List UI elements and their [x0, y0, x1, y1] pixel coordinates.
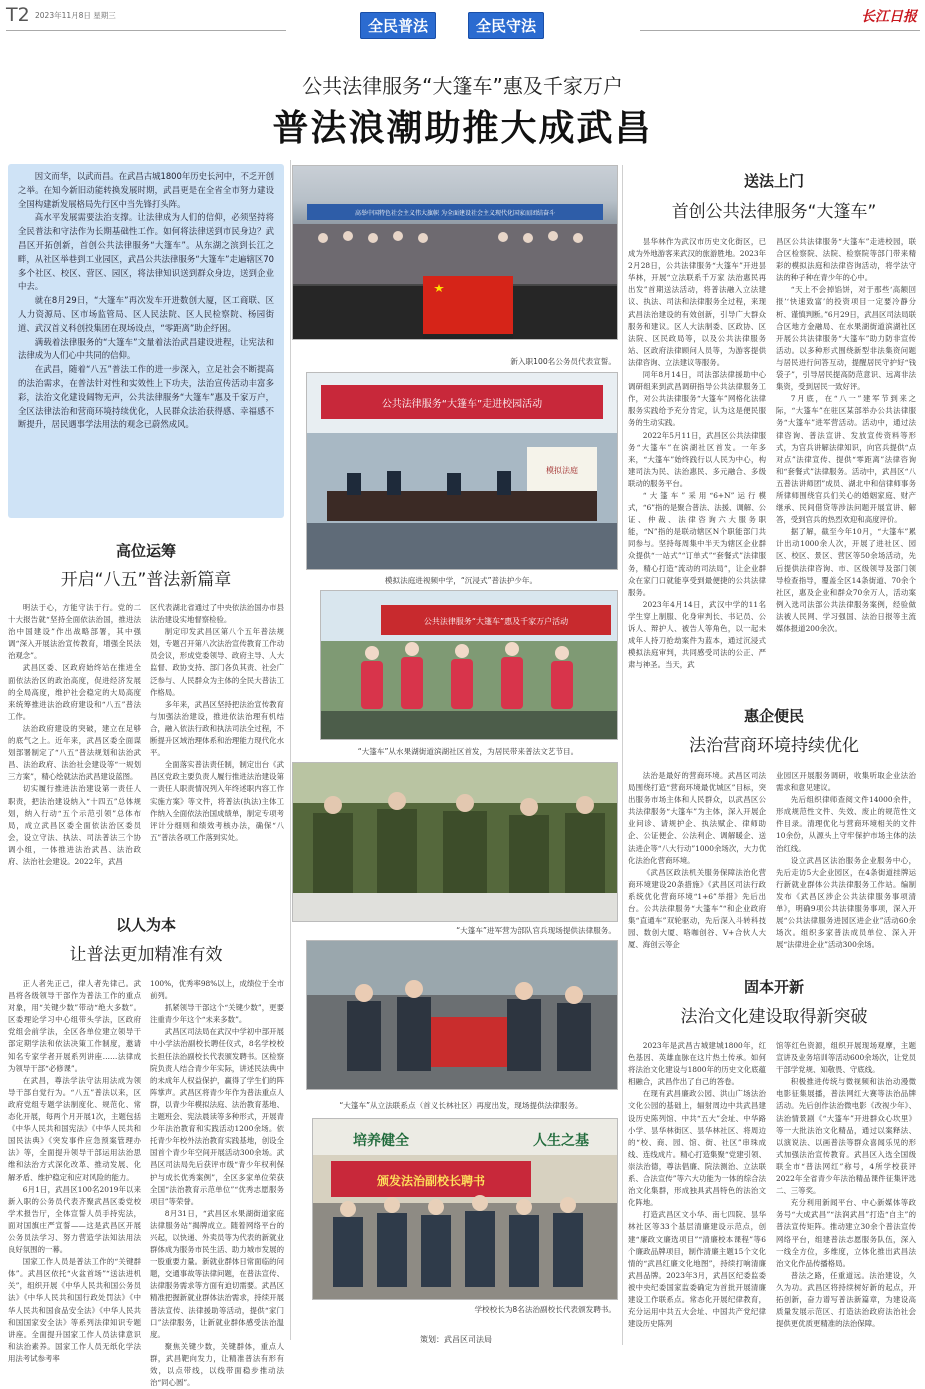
banner-chip-right: 全民守法 [468, 12, 544, 39]
paragraph: 打造武昌区文小华、南七四院、昙华林社区等33个基层清廉建设示范点，创建“廉政文廉选项目”“清廉校本课程”等6个廉政品牌项目，制作清廉主题15个文化情的“武昌红廉文化地图”，持续打响清廉武昌品牌。2023年3月，武昌区纪委监委被中央纪委国家监委确定为首批开展清廉建设工作联系点。常态化开展纪律教育，充分运用中共五大会址、中国共产党纪律建设历史陈列 [628, 1210, 766, 1329]
paragraph: 馆等红色资源，组织开展现场观摩，主题宣讲及业务培训等活动600余场次，让党员干部学党规、知敬畏、守底线。 [776, 1041, 916, 1075]
section4-kicker: 惠企便民 [743, 707, 804, 725]
footer-credit: 策划：武昌区司法局 [420, 1335, 492, 1344]
section3-col2 [776, 236, 916, 688]
photo6-caption: 学校校长为8名法治副校长代表颁发聘书。 [474, 1305, 616, 1314]
photo2-sign-text: 模拟法庭 [546, 466, 578, 475]
paragraph: 区代表湖北省通过了中央依法治国办市县法治建设实地督察检验。 [150, 603, 284, 625]
paragraph: 100%，优秀率98%以上，成绩位于全市前列。 [150, 979, 284, 1001]
page-number: T2 [6, 4, 30, 26]
issue-date: 2023年11月8日 星期三 [35, 11, 116, 20]
header-rule-left [6, 30, 286, 31]
photo-oath-ceremony [292, 165, 618, 340]
photo1-caption: 新入职100名公务员代表宣誓。 [510, 357, 616, 366]
section2-title: 让普法更加精准有效 [69, 945, 223, 965]
paragraph: 充分利用新闻平台、中心新媒体等政务号“大成武昌”“法润武昌”打造“自主”的普法宣传矩阵。推动建立30余个普法宣传网络平台，组建普法志愿服务队伍，深入一线全方位，多维度，立体化推出武昌法治文化作品传播格局。 [776, 1198, 916, 1268]
paragraph: 昌区公共法律服务“大篷车”走进校园，联合区检察院、法院、检察院等部门带来精彩的模拟法庭和法律咨询活动，将学法守法的种子种在青少年的心中。 [776, 237, 916, 283]
photo-oath-ceremony-graphic [293, 166, 617, 339]
headline-kicker: 公共法律服务“大篷车”惠及千家万户 [302, 74, 623, 98]
photo3-caption: “大篷车”从水果湖街道滨湖社区首发，为居民带来普法文艺节目。 [357, 747, 579, 756]
paragraph: 武昌区委、区政府始终站在推进全面依法治区的政治高度，促进经济发展的全局高度，维护社会稳定的大局高度来统筹推进法治政府建设和“八五”普法工作。 [8, 663, 141, 721]
intro-paragraph: 在武昌，随着“八五”普法工作的进一步深入，立足社会不断提高的法治需求，在普法针对性和实效性上下功夫，法治宣传活动丰富多彩，法治文化建设阔物无声，公共法律服务“大篷车”惠及千家万户，全区法律法治和营商环境持续优化，人民群众法治获得感、幸福感不断提升，居民遇事学法用法的观念已蔚然成风。 [18, 364, 274, 430]
photo2-banner-text: 公共法律服务“大篷车”走进校园活动 [381, 399, 543, 410]
section2-col2 [150, 978, 284, 1388]
paragraph: 切实履行推进法治建设第一责任人职责，把法治建设纳入“十四五”总体规划，纳入行动“五个示范引领”总体布局，成立武昌区委全面依法治区委员会，设立守法、执法、司法普法三个协调小组，一体推进法治武昌、法治政府、法治社会建设。2022年，武昌 [8, 784, 141, 866]
paragraph: 法治政府建设的突破，建立在足够的底气之上。近年来，武昌区委全面谋划部署制定了“八五”普法规划和法治武昌、法治政府、法治社会建设等“一规划三方案”，精心绘就法治武昌建设蓝图。 [8, 723, 141, 782]
column-divider [290, 160, 291, 1340]
paragraph: 2023年是武昌古城建城1800年，红色基因、英雄血脉在这片热土传承。如何将法治文化建设与1800年的历史文化底蕴相融合，武昌作出了自己的答卷。 [628, 1041, 766, 1087]
paragraph: 积极推进传统与微视频和法治动漫微电影征集展播，普法网红大赛等法治品牌活动。先后创作法治微电影《改视少年》、法治情景剧《“大篷车”开进群众心坎里》等一大批法治文化精品，通过以案释法、以演说法、以画普法等群众喜闻乐见的形式加强法治宣传教育。武昌区入选全国级联全市“普法网红”称号，4所学校获评2022年全省青少年法治精品课件征集评选二、三等奖。 [776, 1077, 916, 1196]
section3-title: 首创公共法律服务“大篷车” [671, 202, 877, 222]
section2-kicker: 以人为本 [115, 916, 176, 934]
photo-military-service-graphic [293, 763, 617, 921]
paragraph: 多年来，武昌区坚持把法治宣传教育与加强法治建设，推进依法治理有机结合，融入依法行政和执法司法全过程，不断提升区域治理体系和治理能力现代化水平。 [150, 699, 284, 758]
photo1-banner-text: 高举中国特色社会主义伟大旗帜 为全面建设社会主义现代化国家而团结奋斗 [355, 210, 555, 217]
masthead-logo: 长江日报 [861, 9, 917, 25]
section1-col1 [8, 602, 141, 910]
paragraph: 武昌区司法局在武汉中学初中部开展中小学法治副校长聘任仪式，8名学校校长担任法治副校长代表颁发聘书。区检察院负责人结合青少年实际，讲述民法典中的未成年人权益保护，赢得了学生们的阵阵掌声。武昌区将青少年作为普法重点人群，以青少年模拟法庭、法治教育基地、主题班会、宪法晨读等多种形式，开展青少年法治教育和实践活动1200余场。依托青少年校外法治教育实践基地，创设全国首个青少年空间开展活动300余场。武昌区司法局先后获评市级“青少年权利保护与成长优秀案例”，全区多家单位荣获全国“法治教育示范单位”“优秀志愿服务项目”等荣誉。 [150, 1027, 284, 1206]
photo6-wall-text-left: 培养健全 [353, 1133, 409, 1149]
section4-col2 [776, 770, 916, 968]
photo-mock-court-graphic [307, 373, 617, 569]
section1-title: 开启“八五”普法新篇章 [60, 570, 232, 590]
paragraph: 明法于心，方能守法于行。党的二十大报告就“坚持全面依法治国，推进法治中国建设”作出战略部署，其中强调“深入开展法治宣传教育，增强全民法治观念”。 [8, 603, 141, 661]
section5-col2 [776, 1040, 916, 1346]
paragraph: 6月1日，武昌区100名2019年以来新入职的公务员代表齐聚武昌区委党校学术报告厅，全体宣誓人员手持宪法，面对国旗庄严宣誓——这是武昌区开展公务员法学习、努力营造学法知法用法良好氛围的一幕。 [8, 1184, 141, 1255]
paragraph: 国家工作人员是普法工作的“关键群体”。武昌区依托“火盆首场”“送法进机关”，组织开展《中华人民共和国公务员法》《中华人民共和国行政处罚法》《中华人民共和国食品安全法》《中华人民共和国国家安全法》等系列法律知识专题讲座。全面提升国家工作人员法律意识和法治素养。国家工作人员无纸化学法用法考试参考率 [8, 1257, 141, 1363]
photo-school-appointment-graphic [313, 1119, 617, 1299]
paragraph: 8月31日，“武昌区水果湖街道家庭法律服务站”揭牌成立。随着网络平台的兴起，以快递、外卖员等为代表的新就业群体成为服务市民生活、助力城市发展的一股重要力量。新就业群体日常面临的问题，交通事故等法律问题，在普法宣传、法律服务需求等方面有迫切需要。武昌区精准把握新就业群体法治需求，持续开展普法宣传、法律援助等活动，提供“家门口”法律服务，让新就业群体感受法治温度。 [150, 1208, 284, 1339]
intro-box [8, 164, 284, 518]
photo-school-appointment [312, 1118, 618, 1300]
section5-title: 法治文化建设取得新突破 [680, 1007, 868, 1027]
paragraph: 普法之路，任重道远。法治建设，久久为功。武昌区将持续树好新的起点，开拓创新，奋力谱写普法新篇章，为建设高质量发展示范区、打造法治政府法治社会提供更优质更精准的法治保障。 [776, 1270, 916, 1329]
paragraph: “天上不会掉馅饼，对于那些‘高额回报’‘快速致富’的投资项目一定要冷静分析、谨慎判断。”6月29日，武昌区司法局联合区地方金融局、在水果湖街道滨湖社区开展公共法律服务“大篷车”助力防非宣传活动。以多种形式围绕新型非法集资问题与居民进行问答互动，提醒居民守护好“钱袋子”，引导居民提高防范意识、远离非法集资，受到居民一致好评。 [776, 285, 916, 392]
paragraph: “大篷车”采用“6+N”运行模式，“6”指的是聚合普法、法援、调解、公证、仲裁、法律咨询六大服务职能，“N”指的是联动辖区N个职能部门共同参与。坚持每周集中半天为辖区企业群众提供“一站式”“订单式”“套餐式”法律服务，精心打造“流动的司法局”，让企业群众在家门口就能享受到最便捷的公共法律服务。 [628, 490, 766, 597]
header-rule-right [640, 30, 920, 31]
paragraph: 抓紧领导干部这个“关键少数”，更要注重青少年这个“未来多数”。 [150, 1003, 284, 1025]
paragraph: 《武昌区政法机关服务保障法治化营商环境建设20条措施》《武昌区司法行政系统优化营商环境“1+6”举措》先后出台。公共法律服务“大篷车”“和企业政府集“直通车”双轮驱动，先后深入斗转科技园、数创大厦、咯咖创谷、V+合伙人大厦、海创云等企 [628, 867, 766, 950]
paragraph: 昙华林作为武汉市历史文化街区，已成为外地游客来武汉的旅游胜地。2023年2月28日，公共法律服务“大篷车”开进昙华林，开展“立法联系千万家 法治惠民再出发”首期送法活动，将普法融入立法建议、执法、司法和法律服务全过程，来现武昌法治建设的有效创新，引导广大群众服务和建议。区人大法制委、区政协、区法院、区民政局等，以及公共法律服务站、区政府法律顾问人员等，为游客提供法律咨询、立法建议等服务。 [628, 237, 766, 367]
section4-col1 [628, 770, 766, 968]
section5-kicker: 固本开新 [743, 978, 804, 996]
intro-paragraph: 满载着法律服务的“大篷车”文量着法治武昌建设进程，让宪法和法律成为人们心中共同的信仰。 [18, 336, 274, 361]
paragraph: 在武昌，尊法学法守法用法成为领导干部自觉行为。“八五”普法以来，区政府党组专题学法制度化、规范化、常态化开展，每两个月开展1次，主题包括《中华人民共和国宪法》《中华人民共和国民法典》《突发事件应急预案管理办法》等，全面提升领导干部运用法治思维和法治方式深化改革、推动发展、化解矛盾、维护稳定和应对风险的能力。 [8, 1075, 141, 1182]
photo4-caption: “大篷车”进军营为部队官兵现场提供法律服务。 [456, 926, 616, 935]
paragraph: 先后组织律师查阅文件14000余件，形成规范性文件、失效、废止的规范性文件目录。清理优化与营商环境相关的文件10余份，从源头上守牢保护市场主体的法治红线。 [776, 795, 916, 853]
headline-main: 普法浪潮助推大成武昌 [272, 108, 653, 149]
paragraph: 据了解，截至今年10月，“大篷车”累计出动1000余人次，开展了进社区、园区、校区、景区、营区等50余场活动，先后提供法律咨询、市、区级领导及部门领导检查指导，覆盖全区14条街道、70余个社区，惠及企业和群众70余万人，活动案例入选司法部公共法律服务案例，经验做法被人民网、学习强国、法治日报等主流媒体报道200余次。 [776, 527, 916, 633]
paragraph: 7月底，在“八一”建军节到来之际，“大篷车”在驻区某部举办公共法律服务“大篷车”进军营活动。活动中，通过法律咨询、普法宣讲、发放宣传资料等形式，为官兵讲解法律知识，向官兵提供“点对点”法律宣传、提供“零距离”法律咨询和“套餐式”法律服务。活动中，武昌区“八五普法讲师团”成员、湖北中和信律师事务所律师围绕官兵们关心的婚姻家庭、财产继承、民间借贷等涉法问题开展宣讲、解答，受到官兵的热烈欢迎和高度评价。 [776, 394, 916, 525]
intro-paragraph: 高水平发展需要法治支撑。让法律成为人们的信仰，必须坚持将全民普法和守法作为长期基础性工作。如何将法律送到市民身边？武昌区开拓创新，首创公共法律服务“大篷车”。从东湖之滨到长江之畔，从社区举巷到工业园区，武昌公共法律服务“大篷车”走遍辖区70多个社区、校区、营区、园区，将法律知识送到群众身边，送到企业中去。 [18, 212, 274, 292]
intro-paragraph: 因文而华，以武而昌。在武昌古城1800年历史长河中，不乏开创之举。在知今新旧动能转换发展时期，武昌更是在全省全市努力建设全国构建新发展格局先行区中当先锋打头阵。 [18, 171, 274, 209]
section3-col1 [628, 236, 766, 688]
photo6-wall-text-right: 人生之基 [533, 1133, 589, 1149]
section1-kicker: 高位运筹 [115, 542, 176, 560]
paragraph: 法治是最好的营商环境。武昌区司法局围绕打造“营商环境最优城区”目标，突出服务市场主体和人民群众，以武昌区公共法律服务“大篷车”为主体，深入开展企业问诊、请规护企、执法赋企、律师助企、公证便企、公法利企、调解暖企、送法进企等“八大行动”1000余场次，大力优化法治化营商环境。 [628, 771, 766, 865]
photo2-caption: 模拟法庭进视频中学，“沉浸式”普法护少年。 [384, 576, 538, 585]
paragraph: 2022年5月11日，武昌区公共法律服务“大篷车”在滨湖社区首发。一年多来，“大篷车”始终践行以人民为中心，构建司法为民、法治惠民、多元融合、多级联动的服务平台。 [628, 430, 766, 488]
paragraph: 制定印发武昌区第八个五年普法规划，专题召开第八次法治宣传教育工作动员会议，形成党委领导、政府主导、人大监督、政协支持、部门各负其责、社会广泛参与、人民群众为主体的全民大普法工作格局。 [150, 627, 284, 697]
photo5-caption: “大篷车”从立法联系点（首义长林社区）再度出发，现场提供法律服务。 [339, 1101, 583, 1110]
intro-paragraph: 就在8月29日，“大篷车”再次发车开进数创大厦，区工商联、区人力资源局、区市场监管局、区人民法院、区人民检察院、杨园街道、武汉首义科创投集团在现场设点，“零距离”助企纾困。 [18, 295, 274, 333]
photo-legislative-contact-graphic [307, 941, 617, 1089]
photo3-banner-text: 公共法律服务“大篷车”惠及千家万户活动 [423, 617, 569, 626]
section2-col1 [8, 978, 141, 1363]
photo6-banner-text: 颁发法治副校长聘书 [376, 1174, 486, 1188]
paragraph: 业园区开展服务调研，收集听取企业法治需求和意见建议。 [776, 771, 916, 793]
photo-community-performance [320, 590, 618, 740]
section5-col1 [628, 1040, 766, 1346]
paragraph: 聚焦关键少数，关键群体，重点人群，武昌靶向发力，让精准普法有形有效，以点带线，以线带面稳步推动法治“同心圆”。 [150, 1341, 284, 1388]
section1-col2 [150, 602, 284, 910]
photo-community-performance-graphic [321, 591, 617, 739]
paragraph: 在现有武昌廉政公园、洪山广场法治文化公园的基础上，辐射周边中共武昌建设历史陈列馆、中共“五大”会址、中华路小学、昙华林街区、昙华林社区、将周边的“校、商、园、馆、街、社区”串珠成线、连线成片。精心打造集聚“党建引领、崇法治德，尊法倡廉、院法测治、立法联系、合法宣传”等六大功能为一体的综合法治文化集群，形成独具武昌特色的法治文化阵地。 [628, 1089, 766, 1208]
photo-military-service [292, 762, 618, 922]
intro-text [18, 170, 274, 514]
paragraph: 同年8月14日，司法部法律援助中心调研组来到武昌调研指导公共法律服务工作，对公共法律服务“大篷车”网格化法律服务实践给予充分肯定，认为这是便民服务的生动实践。 [628, 370, 766, 428]
photo-legislative-contact [306, 940, 618, 1090]
banner-chip-left: 全民普法 [360, 12, 436, 39]
paragraph: 设立武昌区法治服务企业服务中心，先后走访5大企业园区，在4条街道挂牌运行新就业群体公共法律服务工作站。编制发布《武昌区涉企公共法律服务事项清单》，明确9项公共法律服务事项，深入开展“公共法律服务进园区进企业”活动60余场次。组织多家普法成员单位、深入开展“法律进企业”活动300余场。 [776, 855, 916, 950]
paragraph: 全面落实普法责任制，制定出台《武昌区党政主要负责人履行推进法治建设第一责任人职责情况列入年终述职内容工作实施方案》等文件，将普法(执法)主体工作纳入全面依法治国成绩单，制定专项考评计分细则和绩效考核办法，确保“八五”普法各项工作落到实处。 [150, 760, 284, 842]
column-divider [622, 165, 623, 1345]
section4-title: 法治营商环境持续优化 [689, 736, 859, 756]
section3-kicker: 送法上门 [743, 172, 804, 190]
paragraph: 正人者先正己，律人者先律己。武昌将各级领导干部作为普法工作的重点对象，用“关键少数”带动“绝大多数”。区委理论学习中心组带头学法，区政府党组会前学法，全区各单位建立领导干部定期学法和依法决策工作制度，邀请知名专家学者开展系列讲座……法律成为领导干部“必修课”。 [8, 979, 141, 1073]
photo-mock-court [306, 372, 618, 570]
paragraph: 2023年4月14日，武汉中学的11名学生穿上制服、化身审判长、书记员、公诉人、辩护人、被告人等角色，以一起未成年人持刀抢劫案件为蓝本，通过沉浸式模拟法庭审判，共同感受司法的公正、严肃与神圣。当天，武 [628, 599, 766, 670]
